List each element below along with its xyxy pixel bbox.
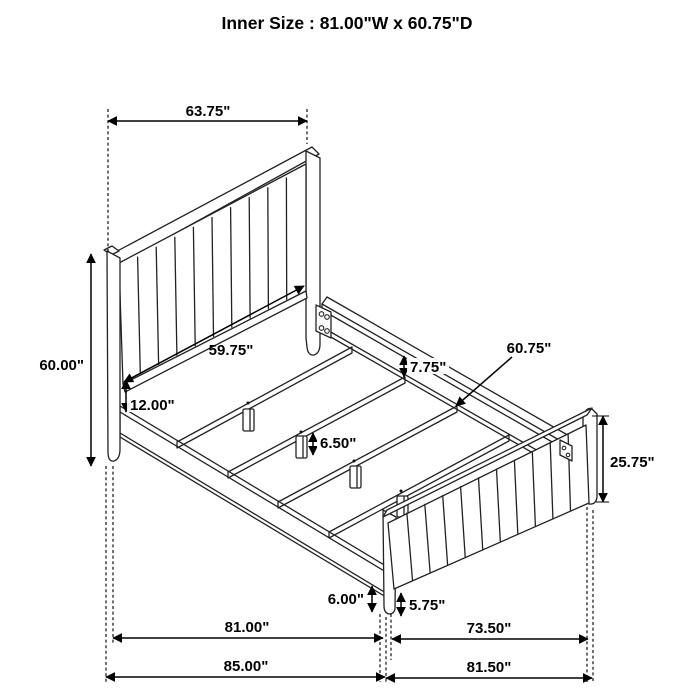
label-center-leg-height: 6.50" bbox=[320, 435, 357, 452]
diagram-title: Inner Size : 81.00"W x 60.75"D bbox=[221, 13, 473, 33]
label-rail-height: 7.75" bbox=[410, 359, 447, 376]
headboard-left-post bbox=[107, 251, 120, 461]
label-headboard-width: 63.75" bbox=[185, 103, 231, 120]
label-panel-gap: 12.00" bbox=[130, 397, 175, 414]
footboard-panel bbox=[388, 425, 589, 589]
label-headboard-height: 60.00" bbox=[39, 357, 84, 374]
label-overall-width: 85.00" bbox=[223, 658, 269, 675]
label-footboard-overall: 81.50" bbox=[466, 659, 512, 676]
slat bbox=[177, 347, 352, 448]
footboard bbox=[383, 408, 597, 614]
label-footboard-span: 73.50" bbox=[466, 620, 512, 637]
label-slat-length: 60.75" bbox=[506, 340, 552, 357]
label-footboard-height: 25.75" bbox=[610, 454, 655, 471]
support-leg bbox=[296, 436, 307, 458]
support-leg bbox=[350, 466, 361, 488]
label-headboard-inner-width: 59.75" bbox=[208, 342, 254, 359]
label-footboard-leg: 5.75" bbox=[409, 597, 446, 614]
label-inner-width: 81.00" bbox=[224, 619, 270, 636]
label-front-leg: 6.00" bbox=[327, 591, 364, 608]
support-leg bbox=[243, 409, 254, 431]
